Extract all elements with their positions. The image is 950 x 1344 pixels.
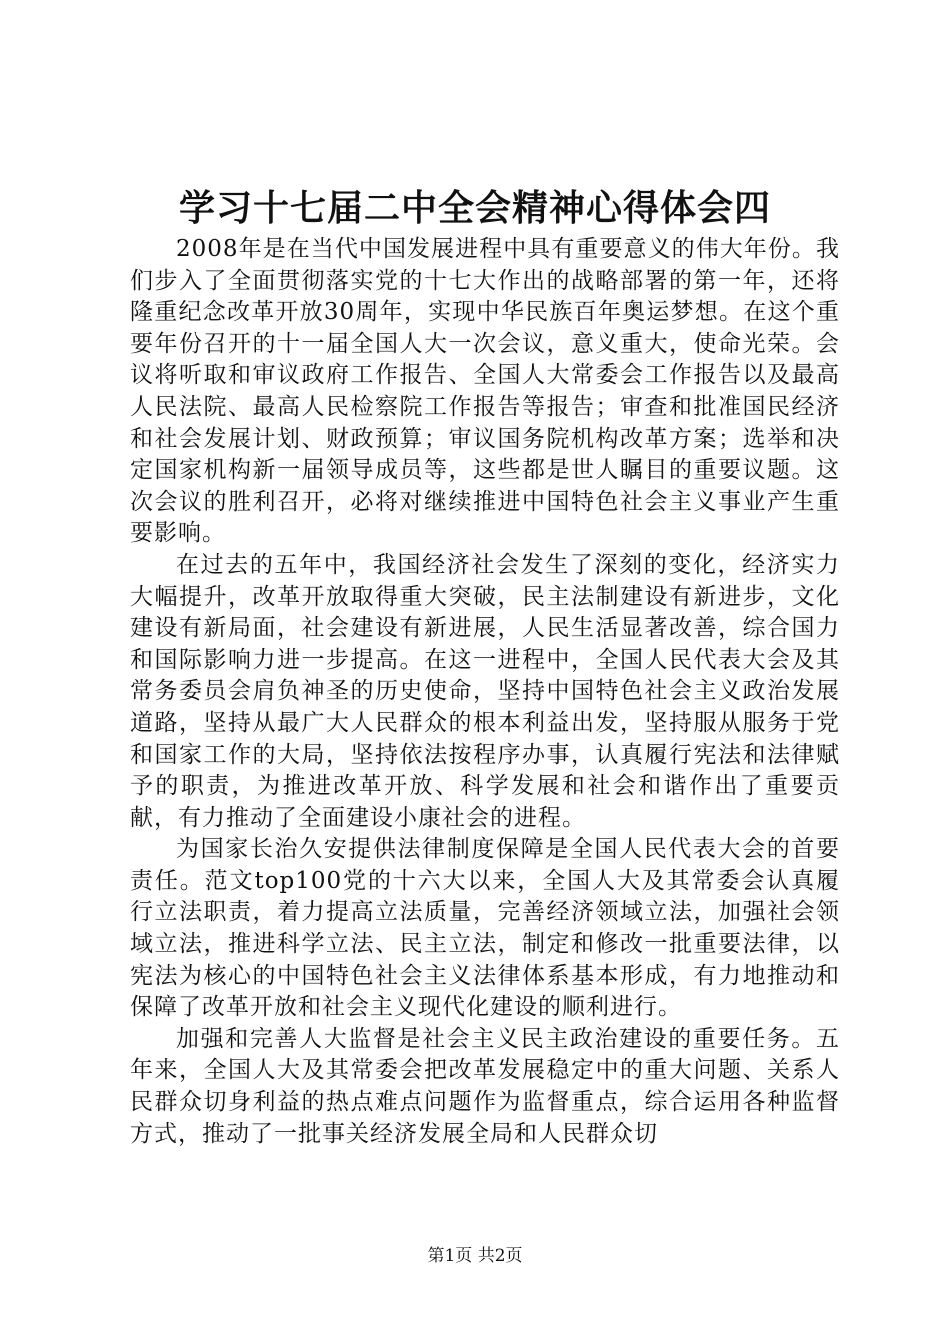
- paragraph-1: 2008年是在当代中国发展进程中具有重要意义的伟大年份。我们步入了全面贯彻落实党的十七大作出的战略部署的第一年，还将隆重纪念改革开放30周年，实现中华民族百年奥运梦想。在这个重要年份召开的十一届全国人大一次会议，意义重大，使命光荣。会议将听取和审议政府工作报告、全国人大常委会工作报告以及最高人民法院、最高人民检察院工作报告等报告；审查和批准国民经济和社会发展计划、财政预算；审议国务院机构改革方案；选举和决定国家机构新一届领导成员等，这些都是世人瞩目的重要议题。这次会议的胜利召开，必将对继续推进中国特色社会主义事业产生重要影响。: [130, 236, 840, 547]
- page-number-footer: 第1页 共2页: [427, 1246, 523, 1266]
- document-body: [130, 234, 840, 1150]
- paragraph-4: 加强和完善人大监督是社会主义民主政治建设的重要任务。五年来，全国人大及其常委会把改革发展稳定中的重大问题、关系人民群众切身利益的热点难点问题作为监督重点，综合运用各种监督方式，推动了一批事关经济发展全局和人民群众切: [130, 1025, 840, 1147]
- page-title: 学习十七届二中全会精神心得体会四: [178, 187, 771, 229]
- paragraph-3: 为国家长治久安提供法律制度保障是全国人民代表大会的首要责任。范文top100党的十六大以来，全国人大及其常委会认真履行立法职责，着力提高立法质量，完善经济领域立法，加强社会领域立法，推进科学立法、民主立法，制定和修改一批重要法律，以宪法为核心的中国特色社会主义法律体系基本形成，有力地推动和保障了改革开放和社会主义现代化建设的顺利进行。: [130, 836, 840, 1021]
- paragraph-2: 在过去的五年中，我国经济社会发生了深刻的变化，经济实力大幅提升，改革开放取得重大突破，民主法制建设有新进步，文化建设有新局面，社会建设有新进展，人民生活显著改善，综合国力和国际影响力进一步提高。在这一进程中，全国人民代表大会及其常务委员会肩负神圣的历史使命，坚持中国特色社会主义政治发展道路，坚持从最广大人民群众的根本利益出发，坚持服从服务于党和国家工作的大局，坚持依法按程序办事，认真履行宪法和法律赋予的职责，为推进改革开放、科学发展和社会和谐作出了重要贡献，有力推动了全面建设小康社会的进程。: [130, 551, 840, 831]
